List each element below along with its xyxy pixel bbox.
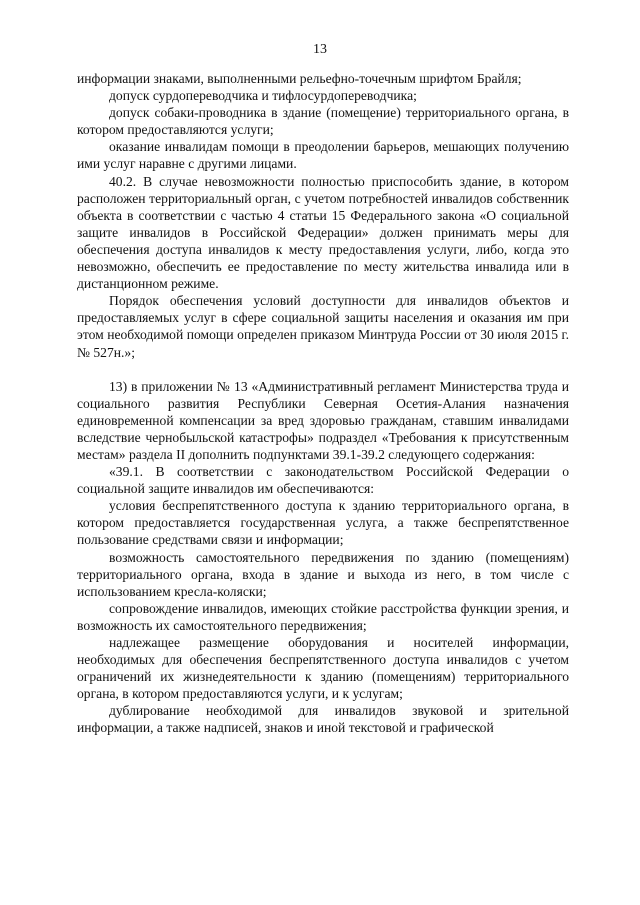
paragraph-equipment: надлежащее размещение оборудования и носителей информации, необходимых для обеспечения беспрепятственного доступа инвалидов с учетом ограничений их жизнедеятельности к зданию (помещениям) территориального органа, в котором предоставляются услуги, и к услугам; [77,635,569,702]
paragraph-braille: информации знаками, выполненными рельефно-точечным шрифтом Брайля; [77,71,522,86]
paragraph-assistance: оказание инвалидам помощи в преодолении барьеров, мешающих получению ими услуг наравне с другими лицами. [77,139,569,172]
paragraph-40-2: 40.2. В случае невозможности полностью приспособить здание, в котором расположен территориальный орган, с учетом потребностей инвалидов собственник объекта в соответствии с частью 4 статьи 15 Федерального закона «О социальной защите инвалидов в Российской Федерации» должен принимать меры для обеспечения доступа инвалидов к месту предоставления услуги, либо, когда это невозможно, обеспечить ее предоставление по месту жительства инвалида или в дистанционном режиме. [77,173,569,292]
paragraph-appendix-13: 13) в приложении № 13 «Административный регламент Министерства труда и социального развития Республики Северная Осетия-Алания назначения единовременной компенсации за вред здоровью гражданам, ставшим инвалидами вследствие чернобыльской катастрофы» подраздел «Требования к присутственным местам» раздела II дополнить подпунктами 39.1-39.2 следующего содержания: [77,378,569,462]
paragraph-sign-interpreter: допуск сурдопереводчика и тифлосурдопереводчика; [109,88,417,104]
document-body [77,70,569,737]
paragraph-access-conditions: условия беспрепятственного доступа к зданию территориального органа, в котором предоставляется государственная услуга, а также беспрепятственное пользование средствами связи и информации; [77,498,569,548]
paragraph-39-1: «39.1. В соответствии с законодательством Российской Федерации о социальной защите инвалидов им обеспечиваются: [77,464,569,497]
paragraph-duplication: дублирование необходимой для инвалидов звуковой и зрительной информации, а также надписей, знаков и иной текстовой и графической [77,703,569,736]
page-number: 13 [313,42,327,57]
paragraph-procedure: Порядок обеспечения условий доступности для инвалидов объектов и предоставляемых услуг в сфере социальной защиты населения и оказания им при этом необходимой помощи определен приказом Минтруда России от 30 июля 2015 г. № 527н.»; [77,293,569,360]
paragraph-escort: сопровождение инвалидов, имеющих стойкие расстройства функции зрения, и возможность их самостоятельного передвижения; [77,600,569,633]
paragraph-guide-dog: допуск собаки-проводника в здание (помещение) территориального органа, в котором предоставляются услуги; [77,105,569,138]
paragraph-movement: возможность самостоятельного передвижения по зданию (помещениям) территориального органа, входа в здание и выхода из него, в том числе с использованием кресла-коляски; [77,549,569,599]
